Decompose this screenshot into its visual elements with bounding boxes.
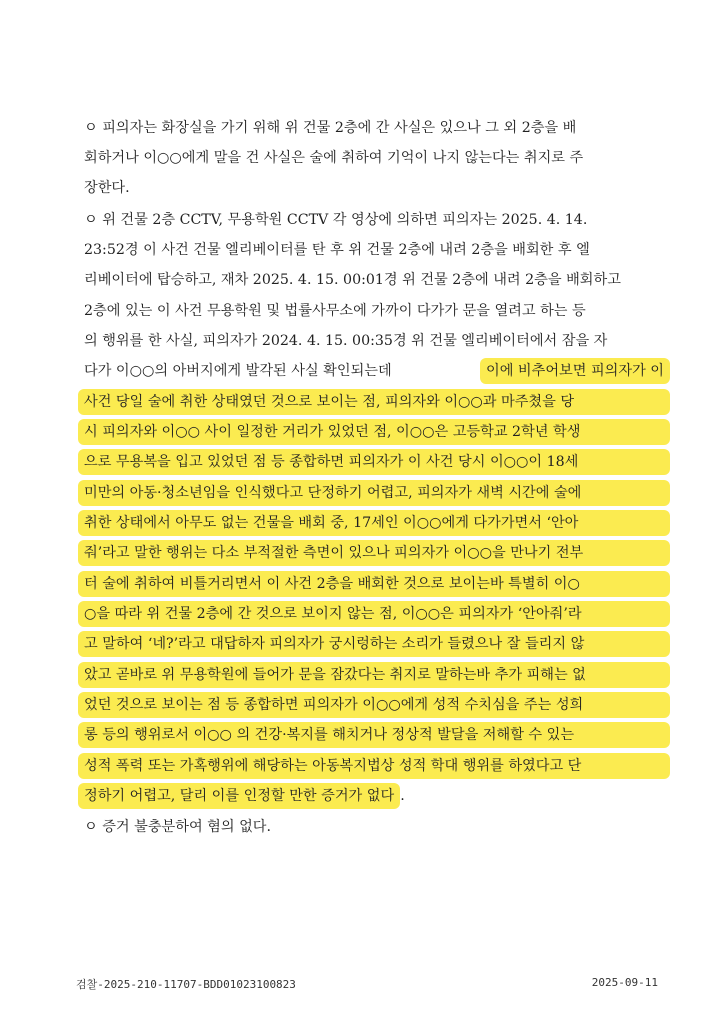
body-line: 회하거나 이○○에게 말을 건 사실은 술에 취하여 기억이 나지 않는다는 취지로 주 [84,150,584,166]
highlighted-line: ○을 따라 위 건물 2층에 간 것으로 보이지 않는 점, 이○○은 피의자가 ‘안아줘’라 [78,601,670,627]
highlighted-line: 시 피의자와 이○○ 사이 일정한 거리가 있었던 점, 이○○은 고등학교 2학년 학생 [78,419,670,445]
body-line: ㅇ 위 건물 2층 CCTV, 무용학원 CCTV 각 영상에 의하면 피의자는 2025. 4. 14. [84,212,588,228]
body-line: 의 행위를 한 사실, 피의자가 2024. 4. 15. 00:35경 위 건물 엘리베이터에서 잠을 자 [84,333,608,349]
body-line: 장한다. [84,180,130,196]
highlighted-line: 미만의 아동·청소년임을 인식했다고 단정하기 어렵고, 피의자가 새벽 시간에 술에 [78,480,670,506]
highlighted-line: 줘’라고 말한 행위는 다소 부적절한 측면이 있으나 피의자가 이○○을 만나기 전부 [78,540,670,566]
highlighted-line: 취한 상태에서 아무도 없는 건물을 배회 중, 17세인 이○○에게 다가가면서 ‘안아 [78,510,670,536]
body-line: ㅇ 증거 불충분하여 혐의 없다. [84,819,272,835]
highlighted-text: 이에 비추어보면 피의자가 이 [480,358,670,384]
plain-text: 다가 이○○의 아버지에게 발각된 사실 확인되는데 [84,363,392,379]
footer-doc-id: 검찰-2025-210-11707-BDD01023100823 [76,978,296,991]
highlighted-line: 었던 것으로 보이는 점 등 종합하면 피의자가 이○○에게 성적 수치심을 주는 성희 [78,692,670,718]
highlighted-line: 사건 당일 술에 취한 상태였던 것으로 보이는 점, 피의자와 이○○과 마주쳤을 당 [78,389,670,415]
highlighted-text: 정하기 어렵고, 달리 이를 인정할 만한 증거가 없다 [78,783,400,809]
body-line: 2층에 있는 이 사건 무용학원 및 법률사무소에 가까이 다가가 문을 열려고 하는 등 [84,303,586,319]
highlighted-line: 롱 등의 행위로서 이○○ 의 건강·복지를 해치거나 정상적 발달을 저해할 수 있는 [78,722,670,748]
highlighted-line: 고 말하여 ‘네?’라고 대답하자 피의자가 궁시렁하는 소리가 들렸으나 잘 들리지 않 [78,631,670,657]
body-line-split [84,786,664,806]
body-line: 23:52경 이 사건 건물 엘리베이터를 탄 후 위 건물 2층에 내려 2층을 배회한 후 엘 [84,242,590,258]
plain-text: . [400,788,405,804]
footer-date: 2025-09-11 [591,976,658,989]
body-line-split [84,361,664,381]
highlighted-line: 으로 무용복을 입고 있었던 점 등 종합하면 피의자가 이 사건 당시 이○○이 18세 [78,449,670,475]
highlighted-line: 성적 폭력 또는 가혹행위에 해당하는 아동복지법상 성적 학대 행위를 하였다고 단 [78,753,670,779]
highlighted-line: 터 술에 취하여 비틀거리면서 이 사건 2층을 배회한 것으로 보이는바 특별히 이○ [78,571,670,597]
body-line: 리베이터에 탑승하고, 재차 2025. 4. 15. 00:01경 위 건물 2층에 내려 2층을 배회하고 [84,272,621,288]
body-line: ㅇ 피의자는 화장실을 가기 위해 위 건물 2층에 간 사실은 있으나 그 외 2층을 배 [84,120,577,136]
highlighted-line: 았고 곧바로 위 무용학원에 들어가 문을 잠갔다는 취지로 말하는바 추가 피해는 없 [78,662,670,688]
